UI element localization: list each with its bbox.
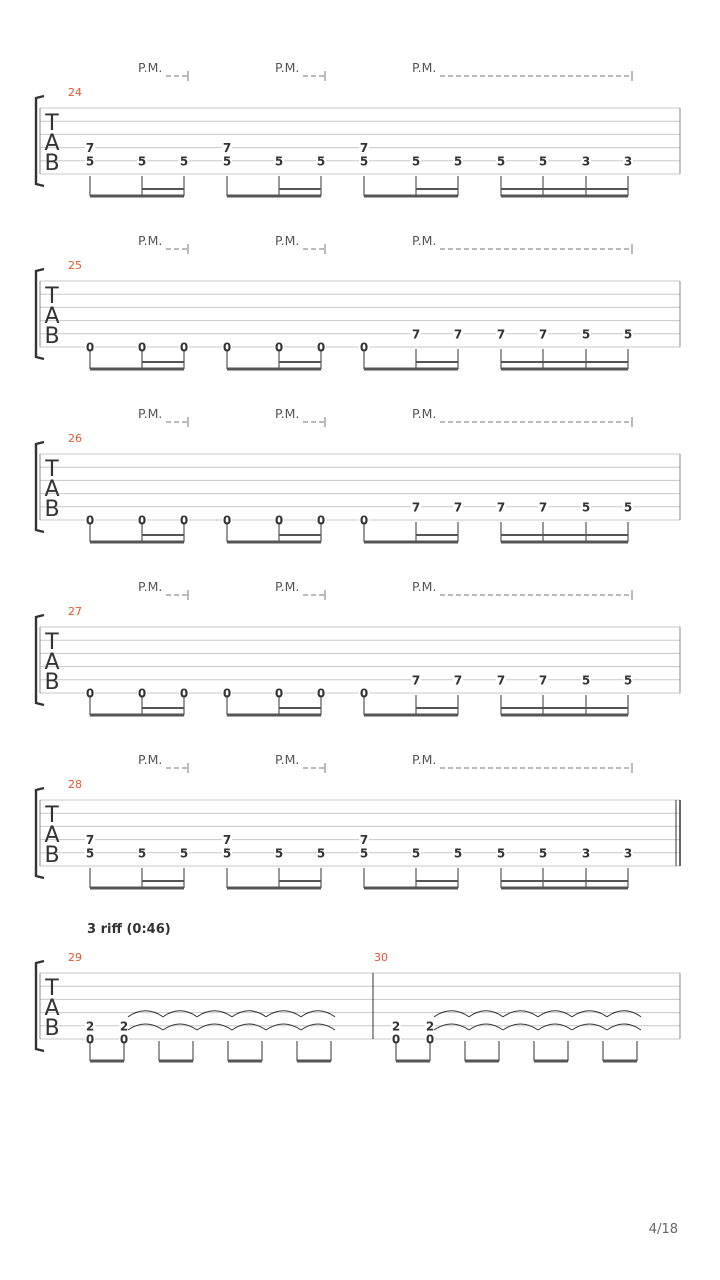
fret-number: 7	[453, 673, 463, 688]
page-number: 4/18	[648, 1222, 678, 1237]
tab-clef-letter: T	[45, 111, 59, 136]
fret-number: 0	[179, 513, 189, 528]
fret-number: 0	[85, 513, 95, 528]
tie	[434, 1024, 469, 1030]
tab-clef-letter: A	[44, 823, 60, 848]
section-marker: 3 riff (0:46)	[87, 922, 171, 937]
fret-number: 5	[359, 846, 369, 861]
fret-number: 0	[137, 686, 147, 701]
fret-number: 7	[411, 673, 421, 688]
fret-number: 2	[391, 1019, 401, 1034]
fret-number: 0	[316, 686, 326, 701]
fret-number: 0	[137, 513, 147, 528]
fret-number: 2	[85, 1019, 95, 1034]
fret-number: 7	[496, 500, 506, 515]
palm-mute-label: P.M.	[412, 406, 437, 421]
tab-clef-letter: T	[45, 976, 59, 1001]
tab-clef-letter: B	[44, 1016, 60, 1041]
fret-number: 0	[222, 686, 232, 701]
palm-mute-label: P.M.	[412, 752, 437, 767]
fret-number: 2	[425, 1019, 435, 1034]
fret-number: 5	[137, 846, 147, 861]
tab-clef-letter: B	[44, 324, 60, 349]
tab-clef-letter: A	[44, 131, 60, 156]
measure-number: 26	[68, 432, 82, 445]
tie	[163, 1024, 197, 1030]
tie	[163, 1011, 197, 1017]
fret-number: 0	[274, 513, 284, 528]
fret-number: 7	[453, 327, 463, 342]
palm-mute-label: P.M.	[138, 579, 163, 594]
tab-system	[36, 590, 680, 715]
tie	[434, 1011, 469, 1017]
tie	[503, 1011, 538, 1017]
fret-number: 0	[359, 686, 369, 701]
tie	[607, 1011, 641, 1017]
fret-number: 0	[316, 340, 326, 355]
tie	[128, 1024, 163, 1030]
tab-clef-letter: A	[44, 304, 60, 329]
tie	[469, 1011, 503, 1017]
fret-number: 5	[316, 154, 326, 169]
tab-system	[36, 961, 680, 1061]
palm-mute-label: P.M.	[412, 60, 437, 75]
fret-number: 5	[85, 846, 95, 861]
tab-clef-letter: A	[44, 477, 60, 502]
tie	[469, 1024, 503, 1030]
fret-number: 0	[119, 1032, 129, 1047]
fret-number: 0	[85, 686, 95, 701]
tie	[232, 1011, 266, 1017]
palm-mute-label: P.M.	[275, 406, 300, 421]
fret-number: 5	[496, 846, 506, 861]
fret-number: 7	[496, 327, 506, 342]
fret-number: 5	[179, 846, 189, 861]
tie	[538, 1011, 572, 1017]
fret-number: 7	[359, 833, 369, 848]
fret-number: 5	[453, 846, 463, 861]
tie	[232, 1024, 266, 1030]
measure-number: 24	[68, 86, 82, 99]
tie	[197, 1011, 232, 1017]
tab-clef-letter: B	[44, 670, 60, 695]
tab-system	[36, 71, 680, 196]
measure-number: 30	[374, 951, 388, 964]
fret-number: 7	[85, 833, 95, 848]
fret-number: 3	[581, 154, 591, 169]
fret-number: 5	[623, 500, 633, 515]
fret-number: 5	[581, 500, 591, 515]
fret-number: 0	[222, 340, 232, 355]
measure-number: 25	[68, 259, 82, 272]
measure-number: 28	[68, 778, 82, 791]
fret-number: 3	[623, 846, 633, 861]
fret-number: 7	[222, 141, 232, 156]
tab-clef-letter: A	[44, 650, 60, 675]
tab-system	[36, 763, 680, 888]
fret-number: 3	[581, 846, 591, 861]
fret-number: 0	[85, 340, 95, 355]
fret-number: 7	[222, 833, 232, 848]
fret-number: 7	[538, 327, 548, 342]
fret-number: 5	[274, 154, 284, 169]
fret-number: 0	[391, 1032, 401, 1047]
fret-number: 7	[411, 327, 421, 342]
tab-clef-letter: B	[44, 843, 60, 868]
fret-number: 0	[85, 1032, 95, 1047]
fret-number: 0	[274, 686, 284, 701]
tie	[301, 1024, 335, 1030]
fret-number: 2	[119, 1019, 129, 1034]
fret-number: 7	[538, 500, 548, 515]
fret-number: 3	[623, 154, 633, 169]
fret-number: 5	[411, 846, 421, 861]
tab-clef-letter: T	[45, 803, 59, 828]
fret-number: 5	[538, 846, 548, 861]
tie	[266, 1011, 301, 1017]
fret-number: 5	[581, 673, 591, 688]
tab-clef-letter: B	[44, 151, 60, 176]
tab-clef-letter: T	[45, 630, 59, 655]
tie	[503, 1024, 538, 1030]
palm-mute-label: P.M.	[275, 233, 300, 248]
tie	[266, 1024, 301, 1030]
fret-number: 5	[496, 154, 506, 169]
fret-number: 5	[137, 154, 147, 169]
tab-clef-letter: T	[45, 284, 59, 309]
tie	[572, 1024, 607, 1030]
palm-mute-label: P.M.	[275, 60, 300, 75]
fret-number: 5	[179, 154, 189, 169]
tab-clef-letter: B	[44, 497, 60, 522]
palm-mute-label: P.M.	[138, 752, 163, 767]
tie	[607, 1024, 641, 1030]
fret-number: 0	[425, 1032, 435, 1047]
fret-number: 5	[316, 846, 326, 861]
fret-number: 7	[85, 141, 95, 156]
palm-mute-label: P.M.	[138, 60, 163, 75]
fret-number: 5	[623, 327, 633, 342]
fret-number: 7	[411, 500, 421, 515]
fret-number: 0	[316, 513, 326, 528]
fret-number: 5	[85, 154, 95, 169]
fret-number: 5	[359, 154, 369, 169]
palm-mute-label: P.M.	[412, 233, 437, 248]
fret-number: 5	[538, 154, 548, 169]
fret-number: 0	[274, 340, 284, 355]
measure-number: 29	[68, 951, 82, 964]
fret-number: 0	[137, 340, 147, 355]
fret-number: 5	[222, 846, 232, 861]
measure-number: 27	[68, 605, 82, 618]
tie	[301, 1011, 335, 1017]
fret-number: 0	[179, 686, 189, 701]
tie	[197, 1024, 232, 1030]
fret-number: 7	[453, 500, 463, 515]
fret-number: 5	[411, 154, 421, 169]
fret-number: 5	[222, 154, 232, 169]
tab-system	[36, 244, 680, 369]
fret-number: 0	[179, 340, 189, 355]
fret-number: 7	[538, 673, 548, 688]
fret-number: 0	[222, 513, 232, 528]
fret-number: 5	[581, 327, 591, 342]
fret-number: 7	[359, 141, 369, 156]
palm-mute-label: P.M.	[275, 752, 300, 767]
tab-clef-letter: A	[44, 996, 60, 1021]
tie	[572, 1011, 607, 1017]
fret-number: 7	[496, 673, 506, 688]
palm-mute-label: P.M.	[412, 579, 437, 594]
fret-number: 0	[359, 340, 369, 355]
tab-system	[36, 417, 680, 542]
palm-mute-label: P.M.	[275, 579, 300, 594]
fret-number: 5	[453, 154, 463, 169]
fret-number: 0	[359, 513, 369, 528]
palm-mute-label: P.M.	[138, 406, 163, 421]
fret-number: 5	[274, 846, 284, 861]
tab-clef-letter: T	[45, 457, 59, 482]
tie	[538, 1024, 572, 1030]
fret-number: 5	[623, 673, 633, 688]
tie	[128, 1011, 163, 1017]
palm-mute-label: P.M.	[138, 233, 163, 248]
